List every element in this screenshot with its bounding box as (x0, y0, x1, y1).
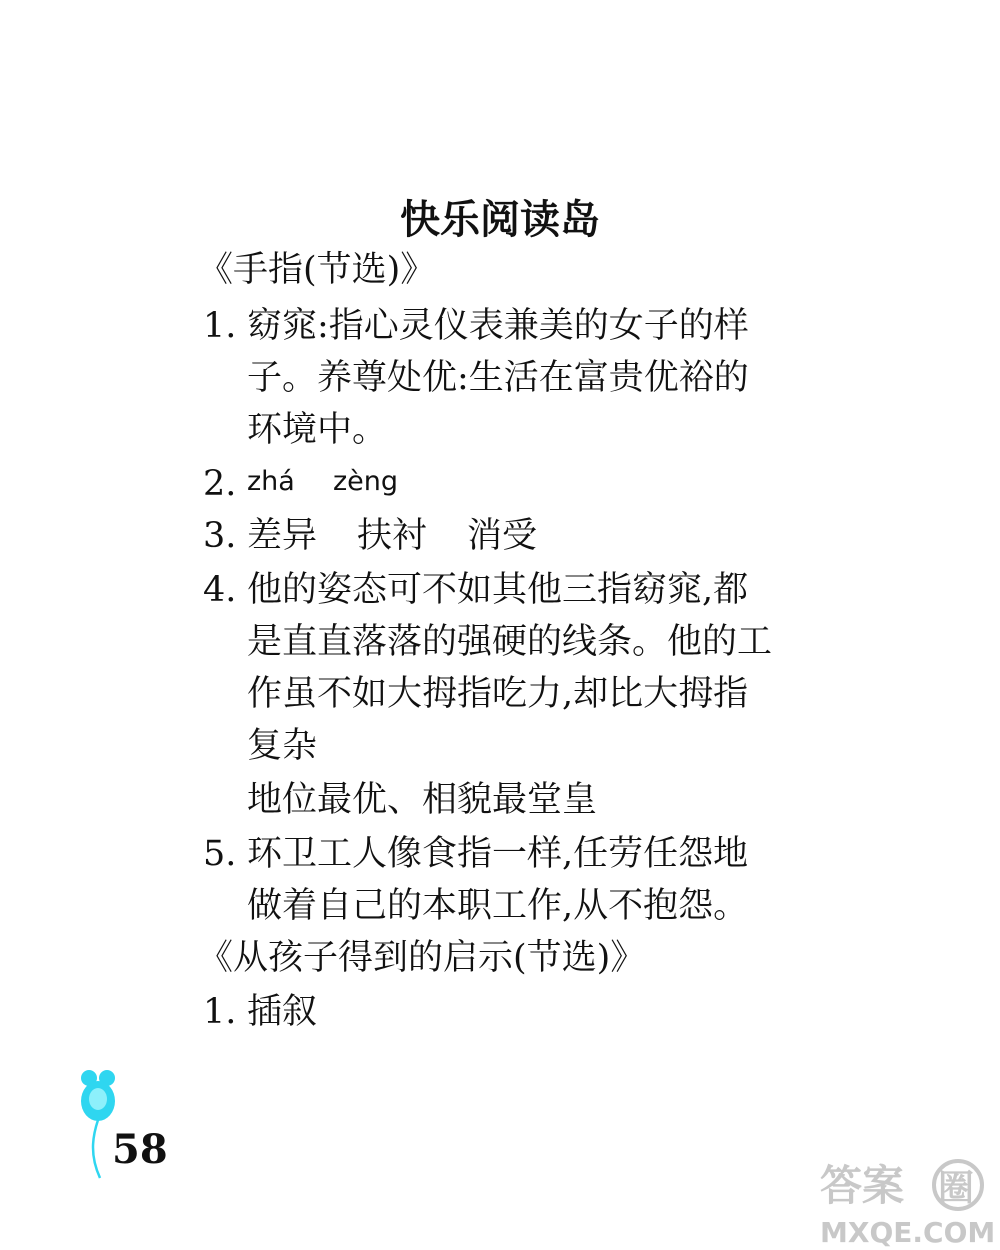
question-number-1: 1. (203, 306, 237, 346)
page-number: 58 (112, 1126, 168, 1173)
answer-line: 插叙 (247, 992, 318, 1032)
section-heading-fingers: 《手指(节选)》 (198, 250, 436, 290)
answer-line: 窈窕:指心灵仪表兼美的女子的样 (247, 306, 749, 346)
pinyin-answer: zèng (333, 466, 399, 497)
question-number-3: 3. (203, 516, 237, 556)
answer-line: 作虽不如大拇指吃力,却比大拇指 (247, 674, 749, 714)
answer-line: 环卫工人像食指一样,任劳任怨地 (247, 834, 749, 874)
answer-line: 子。养尊处优:生活在富贵优裕的 (247, 358, 749, 398)
question-number-2: 2. (203, 464, 237, 504)
answer-line: 环境中。 (247, 410, 388, 450)
svg-text:答案: 答案 (820, 1161, 905, 1210)
answer-line: 地位最优、相貌最堂皇 (247, 780, 598, 820)
word-answer: 扶衬 (357, 516, 428, 556)
svg-text:圈: 圈 (938, 1168, 975, 1209)
pinyin-answer: zhá (247, 466, 295, 497)
word-answer: 差异 (247, 516, 318, 556)
section-heading-child-inspiration: 《从孩子得到的启示(节选)》 (198, 938, 646, 978)
question-number-4: 4. (203, 570, 237, 610)
answer-line: 是直直落落的强硬的线条。他的工 (247, 622, 773, 662)
svg-text:MXQE.COM: MXQE.COM (820, 1216, 996, 1249)
answer-line: 做着自己的本职工作,从不抱怨。 (247, 886, 749, 926)
page-title: 快乐阅读岛 (400, 196, 600, 243)
word-answer: 消受 (467, 516, 538, 556)
answer-line: 他的姿态可不如其他三指窈窕,都 (247, 570, 749, 610)
watermark-logo (818, 1150, 996, 1250)
question-number-1: 1. (203, 992, 237, 1032)
answer-line: 复杂 (247, 726, 318, 766)
question-number-5: 5. (203, 834, 237, 874)
